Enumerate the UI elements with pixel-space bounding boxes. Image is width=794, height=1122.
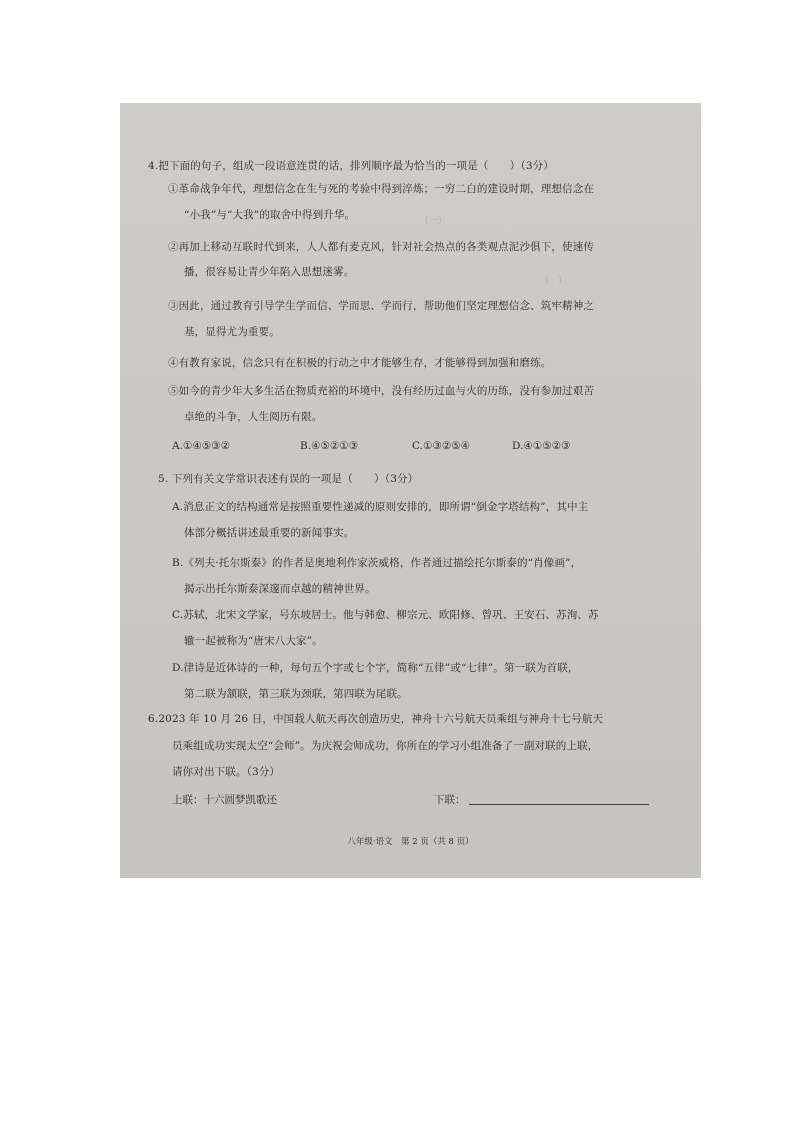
q5-option-c-line-1: C.苏轼，北宋文学家，号东坡居士。他与韩愈、柳宗元、欧阳修、曾巩、王安石、苏洵、苏 <box>172 609 599 621</box>
q4-option-a: A.①④⑤③② <box>172 440 230 452</box>
q4-sentence-2-line-2: 播，很容易让青少年陷入思想迷雾。 <box>184 266 355 278</box>
q6-line-2: 员乘组成功实现太空“会师”。为庆祝会师成功，你所在的学习小组准备了一副对联的上联， <box>172 740 599 752</box>
q5-option-a-line-1: A.消息正文的结构通常是按照重要性递减的原则安排的，即所谓“倒金字塔结构”，其中主 <box>172 501 589 513</box>
q4-sentence-3-line-1: ③因此，通过教育引导学生学而信、学而思、学而行，帮助他们坚定理想信念、筑牢精神之 <box>168 300 594 312</box>
exam-page-photo <box>120 103 701 878</box>
q6-upper-couplet: 上联：十六圆梦凯歌还 <box>172 794 277 806</box>
q6-line-3: 请你对出下联。（3分） <box>172 766 281 778</box>
q4-sentence-5-line-1: ⑤如今的青少年大多生活在物质充裕的环境中，没有经历过血与火的历练，没有参加过艰苦 <box>168 385 594 397</box>
q6-answer-blank[interactable] <box>469 804 649 805</box>
q4-sentence-1-line-2: “小我”与“大我”的取舍中得到升华。 <box>184 209 356 221</box>
page-footer: 八年级·语文 第 2 页（共 8 页） <box>347 837 474 847</box>
q6-line-1: 6.2023 年 10 月 26 日，中国载人航天再次创造历史，神舟十六号航天员乘组与神舟十七号航天 <box>148 713 604 725</box>
bleed-through-text: （ ） <box>540 276 568 286</box>
q6-couplet <box>172 792 672 808</box>
q5-option-c-line-2: 辙一起被称为“唐宋八大家”。 <box>184 635 323 647</box>
q5-option-a-line-2: 体部分概括讲述最重要的新闻事实。 <box>184 527 355 539</box>
q5-option-b-line-1: B.《列夫·托尔斯泰》的作者是奥地利作家茨威格，作者通过描绘托尔斯泰的“肖像画”， <box>172 557 582 569</box>
q4-sentence-3-line-2: 基，显得尤为重要。 <box>184 326 280 338</box>
q6-lower-couplet-label: 下联： <box>434 794 466 806</box>
q5-option-b-line-2: 揭示出托尔斯泰深邃而卓越的精神世界。 <box>184 583 376 595</box>
q5-option-d-line-2: 第二联为颔联，第三联为颈联，第四联为尾联。 <box>184 688 408 700</box>
q4-sentence-4: ④有教育家说，信念只有在积极的行动之中才能够生存，才能够得到加强和磨练。 <box>168 357 552 369</box>
q4-options <box>172 440 652 454</box>
q5-stem: 5. 下列有关文学常识表述有误的一项是（ ）（3分） <box>158 473 419 485</box>
bleed-through-text: （一） <box>420 216 448 226</box>
q4-option-c: C.①③②⑤④ <box>412 440 471 452</box>
q4-sentence-1-line-1: ①革命战争年代，理想信念在生与死的考验中得到淬炼；一穷二白的建设时期，理想信念在 <box>168 183 594 195</box>
q4-sentence-2-line-1: ②再加上移动互联时代到来，人人都有麦克风，针对社会热点的各类观点泥沙俱下，使速传 <box>168 241 594 253</box>
q5-option-d-line-1: D.律诗是近体诗的一种，每句五个字或七个字，简称“五律”或“七律”。第一联为首联， <box>172 662 579 674</box>
q4-sentence-5-line-2: 卓绝的斗争，人生阅历有限。 <box>184 411 323 423</box>
q4-option-d: D.④①⑤②③ <box>512 440 571 452</box>
q4-option-b: B.④⑤②①③ <box>300 440 359 452</box>
bleed-through-text <box>500 333 536 346</box>
q4-stem: 4.把下面的句子，组成一段语意连贯的话，排列顺序最为恰当的一项是（ ）（3分） <box>148 160 554 172</box>
